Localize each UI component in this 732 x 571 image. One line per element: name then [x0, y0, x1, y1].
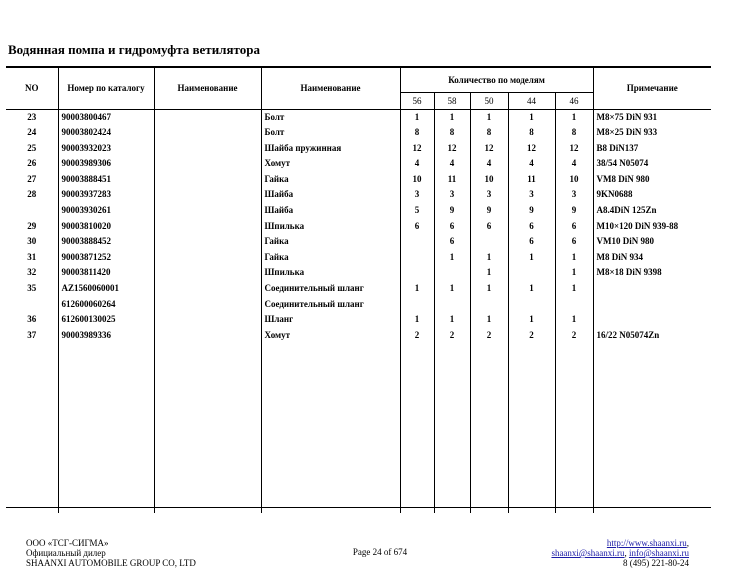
row-qty-46: 1: [555, 265, 593, 281]
table-row: [6, 297, 711, 313]
row-name: Болт: [261, 125, 400, 141]
row-empty-name: [154, 265, 261, 281]
row-catalog-number: 90003871252: [58, 250, 154, 266]
footer-site-link[interactable]: http://www.shaanxi.ru: [606, 538, 687, 548]
row-no: 36: [6, 312, 58, 328]
row-qty-50: 1: [470, 312, 508, 328]
row-qty-50: 1: [470, 265, 508, 281]
row-qty-58: 11: [434, 172, 470, 188]
row-no: 27: [6, 172, 58, 188]
row-note: VM10 DiN 980: [596, 236, 655, 247]
row-qty-50: 1: [470, 109, 508, 125]
footer-page-number: Page 24 of 674: [352, 547, 408, 557]
row-qty-50: 6: [470, 219, 508, 235]
row-name: Шпилька: [261, 219, 400, 235]
parts-table: [6, 68, 711, 513]
row-qty-44: 6: [508, 219, 555, 235]
row-qty-46: 4: [555, 156, 593, 172]
row-empty-name: [154, 250, 261, 266]
row-no: 32: [6, 265, 58, 281]
row-no: 25: [6, 141, 58, 157]
row-empty-name: [154, 297, 261, 313]
row-qty-44: 1: [508, 109, 555, 125]
blank-cell: [6, 343, 58, 513]
blank-cell: [400, 343, 434, 513]
footer-group: SHAANXI AUTOMOBILE GROUP CO, LTD: [26, 558, 196, 568]
row-qty-58: 3: [434, 187, 470, 203]
row-empty-name: [154, 203, 261, 219]
row-qty-44: 2: [508, 328, 555, 344]
row-qty-44: 1: [508, 281, 555, 297]
row-qty-44: 9: [508, 203, 555, 219]
footer-left: [26, 538, 196, 568]
table-row: [6, 172, 711, 188]
footer-company: ООО «ТСГ-СИГМА»: [26, 538, 109, 548]
header-model-58: 58: [434, 92, 470, 109]
row-qty-58: 4: [434, 156, 470, 172]
row-no: 26: [6, 156, 58, 172]
row-qty-56: 3: [400, 187, 434, 203]
header-catalog: Номер по каталогу: [58, 68, 154, 109]
row-name: Хомут: [261, 156, 400, 172]
table-row: [6, 156, 711, 172]
footer-email-sep: ,: [624, 548, 629, 558]
row-qty-58: 12: [434, 141, 470, 157]
row-qty-46: 3: [555, 187, 593, 203]
row-no: [6, 297, 58, 313]
row-qty-46: 1: [555, 109, 593, 125]
row-qty-56: 1: [400, 281, 434, 297]
row-catalog-number: 90003930261: [58, 203, 154, 219]
row-name: Шайба пружинная: [261, 141, 400, 157]
header-qty-group: Количество по моделям: [400, 68, 593, 92]
blank-cell: [434, 343, 470, 513]
row-qty-56: 8: [400, 125, 434, 141]
row-note: VM8 DiN 980: [596, 173, 650, 184]
row-qty-56: [400, 297, 434, 313]
footer-phone: 8 (495) 221-80-24: [623, 558, 689, 568]
row-qty-58: [434, 265, 470, 281]
row-empty-name: [154, 187, 261, 203]
row-qty-44: 1: [508, 250, 555, 266]
row-no: 28: [6, 187, 58, 203]
row-qty-44: [508, 297, 555, 313]
row-empty-name: [154, 281, 261, 297]
row-note: [593, 297, 711, 313]
row-no: 23: [6, 109, 58, 125]
row-no: 37: [6, 328, 58, 344]
table-row: [6, 141, 711, 157]
header-model-46: 46: [555, 92, 593, 109]
header-model-44: 44: [508, 92, 555, 109]
row-catalog-number: 90003989306: [58, 156, 154, 172]
row-empty-name: [154, 141, 261, 157]
row-empty-name: [154, 328, 261, 344]
row-catalog-number: 90003802424: [58, 125, 154, 141]
row-qty-50: 2: [470, 328, 508, 344]
row-no: 31: [6, 250, 58, 266]
row-no: 29: [6, 219, 58, 235]
row-qty-50: [470, 234, 508, 250]
row-name: Болт: [261, 109, 400, 125]
row-empty-name: [154, 172, 261, 188]
row-no: [6, 203, 58, 219]
blank-cell: [154, 343, 261, 513]
row-qty-56: 12: [400, 141, 434, 157]
row-empty-name: [154, 312, 261, 328]
row-no: 35: [6, 281, 58, 297]
row-empty-name: [154, 219, 261, 235]
row-qty-46: 12: [555, 141, 593, 157]
row-qty-56: 5: [400, 203, 434, 219]
row-qty-50: 9: [470, 203, 508, 219]
header-model-56: 56: [400, 92, 434, 109]
document-title: Водянная помпа и гидромуфта ветилятора: [8, 42, 260, 57]
table-row: [6, 187, 711, 203]
row-empty-name: [154, 125, 261, 141]
row-qty-46: 6: [555, 234, 593, 250]
table-row: [6, 234, 711, 250]
row-qty-58: 1: [434, 250, 470, 266]
row-qty-46: 10: [555, 172, 593, 188]
row-qty-50: 1: [470, 281, 508, 297]
row-note: M10×120 DiN 939-88: [596, 220, 679, 231]
footer-site-comma: ,: [686, 538, 689, 548]
row-note: B8 DiN137: [596, 142, 639, 153]
row-qty-44: [508, 265, 555, 281]
row-qty-46: 1: [555, 312, 593, 328]
row-name: Хомут: [261, 328, 400, 344]
table-blank-area: [6, 343, 711, 513]
table-row: [6, 281, 711, 297]
row-name: Шайба: [261, 187, 400, 203]
row-qty-46: 2: [555, 328, 593, 344]
header-model-50: 50: [470, 92, 508, 109]
row-qty-58: 8: [434, 125, 470, 141]
row-qty-58: 1: [434, 109, 470, 125]
row-qty-44: 12: [508, 141, 555, 157]
row-qty-50: 1: [470, 250, 508, 266]
row-catalog-number: 90003932023: [58, 141, 154, 157]
row-name: Соединительный шланг: [261, 297, 400, 313]
row-qty-56: [400, 234, 434, 250]
row-note: 16/22 N05074Zn: [596, 329, 660, 340]
blank-cell: [261, 343, 400, 513]
table-row: [6, 109, 711, 125]
row-note: 9KN0688: [596, 189, 633, 200]
row-qty-46: 9: [555, 203, 593, 219]
row-name: Гайка: [261, 172, 400, 188]
header-no: NO: [6, 68, 58, 109]
row-qty-44: 8: [508, 125, 555, 141]
table-row: [6, 312, 711, 328]
table-row: [6, 328, 711, 344]
footer-email-link-1[interactable]: shaanxi@shaanxi.ru: [551, 548, 625, 558]
row-name: Шайба: [261, 203, 400, 219]
row-catalog-number: 90003937283: [58, 187, 154, 203]
row-qty-50: 3: [470, 187, 508, 203]
blank-cell: [470, 343, 508, 513]
row-qty-50: [470, 297, 508, 313]
row-no: 30: [6, 234, 58, 250]
row-qty-58: 6: [434, 234, 470, 250]
table-row: [6, 265, 711, 281]
row-qty-58: 9: [434, 203, 470, 219]
row-qty-46: 1: [555, 250, 593, 266]
row-qty-50: 4: [470, 156, 508, 172]
row-note: 38/54 N05074: [596, 158, 649, 169]
row-qty-56: 2: [400, 328, 434, 344]
row-name: Гайка: [261, 250, 400, 266]
row-qty-50: 8: [470, 125, 508, 141]
row-catalog-number: AZ1560060001: [58, 281, 154, 297]
row-catalog-number: 90003888452: [58, 234, 154, 250]
row-empty-name: [154, 156, 261, 172]
row-qty-50: 12: [470, 141, 508, 157]
row-qty-56: 6: [400, 219, 434, 235]
row-qty-44: 11: [508, 172, 555, 188]
row-qty-44: 1: [508, 312, 555, 328]
row-qty-56: [400, 250, 434, 266]
row-qty-56: 1: [400, 312, 434, 328]
bottom-rule: [6, 507, 711, 508]
row-catalog-number: 612600060264: [58, 297, 154, 313]
row-no: 24: [6, 125, 58, 141]
row-qty-46: 6: [555, 219, 593, 235]
blank-cell: [555, 343, 593, 513]
table-row: [6, 125, 711, 141]
blank-cell: [593, 343, 711, 513]
row-catalog-number: 90003888451: [58, 172, 154, 188]
row-qty-44: 4: [508, 156, 555, 172]
row-name: Шпилька: [261, 265, 400, 281]
row-name: Соединительный шланг: [261, 281, 400, 297]
row-qty-58: 2: [434, 328, 470, 344]
row-note: M8×75 DiN 931: [596, 111, 658, 122]
row-qty-58: [434, 297, 470, 313]
header-name-2: Наименование: [261, 68, 400, 109]
row-catalog-number: 90003989336: [58, 328, 154, 344]
table-row: [6, 219, 711, 235]
row-qty-50: 10: [470, 172, 508, 188]
row-note: A8.4DiN 125Zn: [596, 205, 657, 216]
row-note: M8 DiN 934: [596, 251, 644, 262]
row-name: Шланг: [261, 312, 400, 328]
header-note: Примечание: [593, 68, 711, 109]
blank-cell: [58, 343, 154, 513]
row-qty-58: 6: [434, 219, 470, 235]
blank-cell: [508, 343, 555, 513]
row-qty-44: 3: [508, 187, 555, 203]
row-empty-name: [154, 234, 261, 250]
table-row: [6, 203, 711, 219]
table-row: [6, 250, 711, 266]
row-qty-58: 1: [434, 281, 470, 297]
row-catalog-number: 90003810020: [58, 219, 154, 235]
row-catalog-number: 90003800467: [58, 109, 154, 125]
header-name-1: Наименование: [154, 68, 261, 109]
row-qty-56: [400, 265, 434, 281]
row-note: [593, 281, 711, 297]
footer-dealer: Официальный дилер: [26, 548, 106, 558]
row-note: [593, 312, 711, 328]
row-qty-56: 1: [400, 109, 434, 125]
row-note: M8×25 DiN 933: [596, 127, 658, 138]
row-qty-46: [555, 297, 593, 313]
row-catalog-number: 90003811420: [58, 265, 154, 281]
row-qty-58: 1: [434, 312, 470, 328]
row-qty-46: 8: [555, 125, 593, 141]
row-empty-name: [154, 109, 261, 125]
row-catalog-number: 612600130025: [58, 312, 154, 328]
footer-email-link-2[interactable]: info@shaanxi.ru: [628, 548, 689, 558]
row-qty-56: 4: [400, 156, 434, 172]
footer-right: [551, 538, 689, 568]
row-qty-56: 10: [400, 172, 434, 188]
row-qty-46: 1: [555, 281, 593, 297]
row-qty-44: 6: [508, 234, 555, 250]
row-note: M8×18 DiN 9398: [596, 267, 662, 278]
row-name: Гайка: [261, 234, 400, 250]
